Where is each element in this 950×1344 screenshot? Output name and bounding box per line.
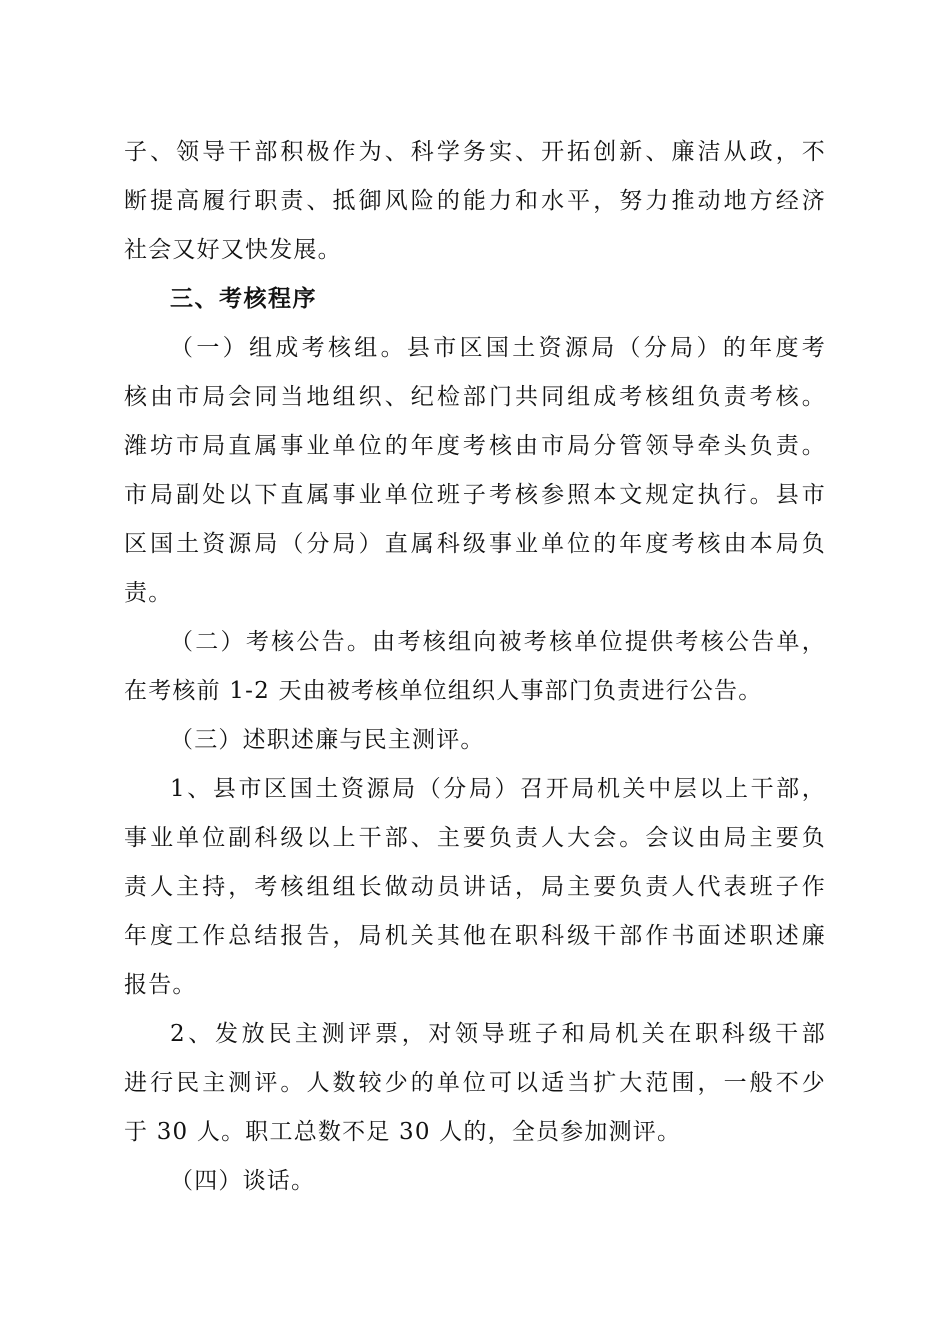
body-line: 断提高履行职责、抵御风险的能力和水平，努力推动地方经济 [124,188,826,214]
paragraph-start-line: 2、发放民主测评票，对领导班子和局机关在职科级干部 [170,1021,826,1047]
body-line: 核由市局会同当地组织、纪检部门共同组成考核组负责考核。 [124,384,826,410]
body-line: 责。 [124,580,173,606]
subsection-heading: （三）述职述廉与民主测评。 [170,727,485,753]
body-line: 进行民主测评。人数较少的单位可以适当扩大范围，一般不少 [124,1070,826,1096]
body-line: 责人主持，考核组组长做动员讲话，局主要负责人代表班子作 [124,874,826,900]
body-line: 社会又好又快发展。 [124,237,342,263]
document-body [124,128,826,1206]
section-heading: 三、考核程序 [170,286,317,312]
body-line: 于 30 人。职工总数不足 30 人的，全员参加测评。 [124,1119,682,1145]
body-line: 年度工作总结报告，局机关其他在职科级干部作书面述职述廉 [124,923,826,949]
body-line: 事业单位副科级以上干部、主要负责人大会。会议由局主要负 [124,825,826,851]
body-line: 报告。 [124,972,197,998]
body-line: 子、领导干部积极作为、科学务实、开拓创新、廉洁从政，不 [124,139,826,165]
paragraph-start-line: （二）考核公告。由考核组向被考核单位提供考核公告单， [170,629,826,655]
body-line: 潍坊市局直属事业单位的年度考核由市局分管领导牵头负责。 [124,433,826,459]
subsection-heading: （四）谈话。 [170,1168,316,1194]
paragraph-start-line: 1、县市区国土资源局（分局）召开局机关中层以上干部， [170,776,826,802]
body-line: 区国土资源局（分局）直属科级事业单位的年度考核由本局负 [124,531,826,557]
body-line: 在考核前 1-2 天由被考核单位组织人事部门负责进行公告。 [124,678,763,704]
body-line: 市局副处以下直属事业单位班子考核参照本文规定执行。县市 [124,482,826,508]
paragraph-start-line: （一）组成考核组。县市区国土资源局（分局）的年度考 [170,335,826,361]
